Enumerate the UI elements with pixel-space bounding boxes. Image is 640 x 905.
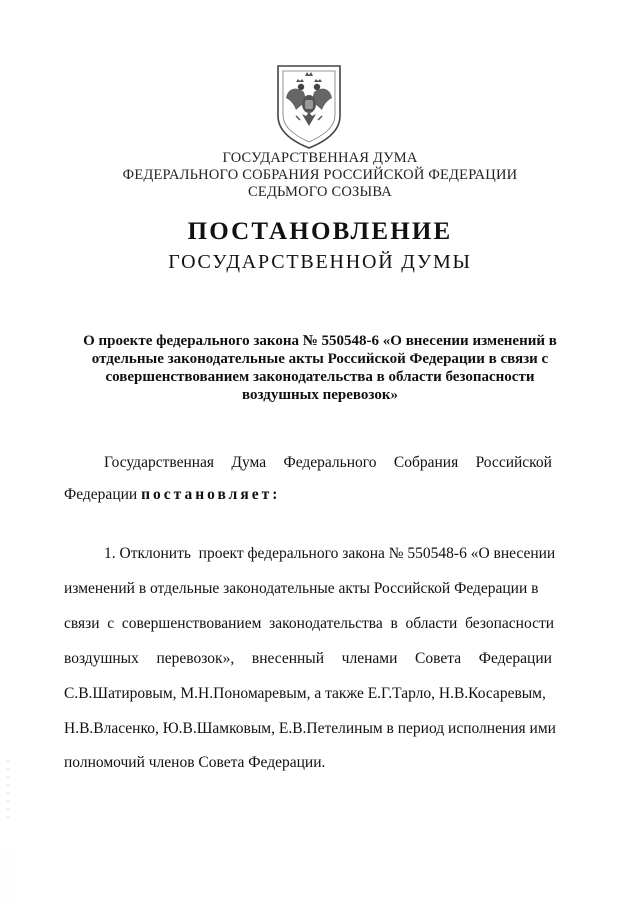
item1-word: членами bbox=[341, 650, 398, 667]
resolves-word: постановляет: bbox=[141, 486, 281, 503]
coat-of-arms-icon bbox=[274, 64, 344, 150]
item1-word: воздушных bbox=[64, 650, 139, 667]
header-line-3: СЕДЬМОГО СОЗЫВА bbox=[248, 184, 392, 200]
item1-word: Совета bbox=[415, 650, 462, 667]
item1-line-1: 1. Отклонить проект федерального закона № 550548-6 «О внесении bbox=[104, 545, 556, 562]
preamble-word: Дума bbox=[231, 454, 267, 471]
item1-word: Федерации bbox=[478, 650, 552, 667]
item1-line-6: Н.В.Власенко, Ю.В.Шамковым, Е.В.Петелиным в период исполнения ими bbox=[64, 720, 556, 737]
document-title: ПОСТАНОВЛЕНИЕ bbox=[187, 218, 453, 245]
subject-line-1: О проекте федерального закона № 550548-6 «О внесении изменений в bbox=[83, 333, 557, 349]
item1-word: внесенный bbox=[251, 650, 325, 667]
subject-line-2: отдельные законодательные акты Российской Федерации в связи с bbox=[91, 351, 549, 367]
subject-line-4: воздушных перевозок» bbox=[242, 387, 398, 403]
preamble-federation: Федерации bbox=[64, 486, 142, 503]
preamble-word: Собрания bbox=[393, 454, 459, 471]
header-line-2: ФЕДЕРАЛЬНОГО СОБРАНИЯ РОССИЙСКОЙ ФЕДЕРАЦИИ bbox=[122, 167, 518, 183]
preamble-word: Федерального bbox=[283, 454, 377, 471]
item1-word: перевозок», bbox=[156, 650, 235, 667]
preamble-word: Российской bbox=[475, 454, 552, 471]
header-line-1: ГОСУДАРСТВЕННАЯ ДУМА bbox=[222, 150, 418, 166]
item1-line-4 bbox=[64, 650, 552, 668]
document-subtitle: ГОСУДАРСТВЕННОЙ ДУМЫ bbox=[168, 251, 472, 273]
item1-line-7: полномочий членов Совета Федерации. bbox=[64, 754, 326, 771]
scan-margin-marks bbox=[6, 760, 10, 900]
item1-line-5: С.В.Шатировым, М.Н.Пономаревым, а также Е.Г.Тарло, Н.В.Косаревым, bbox=[64, 685, 546, 702]
item1-line-2: изменений в отдельные законодательные акты Российской Федерации в bbox=[64, 580, 539, 597]
subject-line-3: совершенствованием законодательства в области безопасности bbox=[105, 369, 535, 385]
preamble-line-2 bbox=[64, 486, 280, 504]
preamble-word: Государственная bbox=[104, 454, 215, 471]
item1-line-3: связи с совершенствованием законодательства в области безопасности bbox=[64, 615, 555, 632]
preamble-line-1 bbox=[104, 454, 552, 472]
